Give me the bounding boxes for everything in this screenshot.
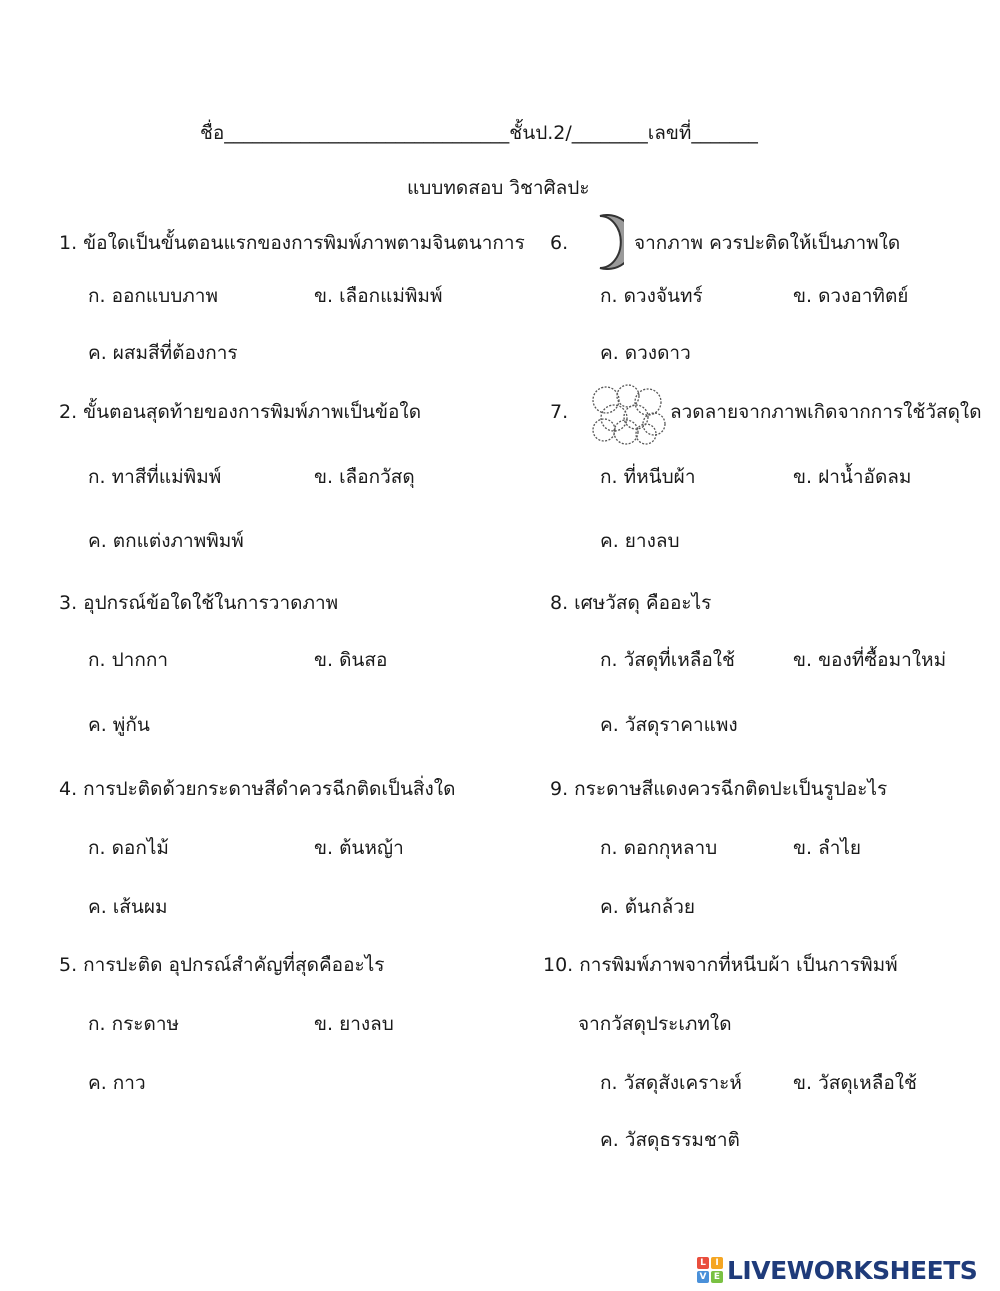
question-4: 4. การปะติดด้วยกระดาษสีดำควรฉีกติดเป็นสิ่งใด	[59, 778, 456, 800]
q10-option-a: ก. วัสดุสังเคราะห์	[600, 1072, 742, 1094]
question-8: 8. เศษวัสดุ คืออะไร	[550, 592, 712, 614]
q6-option-c: ค. ดวงดาว	[600, 342, 691, 364]
question-7: ลวดลายจากภาพเกิดจากการใช้วัสดุใด	[670, 401, 982, 423]
logo-blocks-icon	[697, 1257, 723, 1283]
q8-option-c: ค. วัสดุราคาแพง	[600, 714, 738, 736]
q8-option-b: ข. ของที่ซื้อมาใหม่	[793, 649, 947, 671]
q1-option-c: ค. ผสมสีที่ต้องการ	[88, 342, 238, 364]
logo-block-i: I	[711, 1257, 723, 1269]
q4-option-a: ก. ดอกไม้	[88, 837, 169, 859]
q7-option-c: ค. ยางลบ	[600, 530, 680, 552]
q1-option-a: ก. ออกแบบภาพ	[88, 285, 218, 307]
question-5: 5. การปะติด อุปกรณ์สำคัญที่สุดคืออะไร	[59, 954, 385, 976]
q2-option-a: ก. ทาสีที่แม่พิมพ์	[88, 466, 222, 488]
question-7-number: 7.	[550, 401, 569, 423]
q9-option-b: ข. ลำไย	[793, 837, 862, 859]
logo-block-l: L	[697, 1257, 709, 1269]
bottle-cap-circles-pattern	[588, 384, 668, 446]
question-10-continuation: จากวัสดุประเภทใด	[578, 1013, 732, 1035]
question-2: 2. ขั้นตอนสุดท้ายของการพิมพ์ภาพเป็นข้อใด	[59, 401, 422, 423]
q2-option-b: ข. เลือกวัสดุ	[314, 466, 415, 488]
q3-option-b: ข. ดินสอ	[314, 649, 388, 671]
question-10: 10. การพิมพ์ภาพจากที่หนีบผ้า เป็นการพิมพ์	[543, 954, 898, 976]
q6-option-b: ข. ดวงอาทิตย์	[793, 285, 909, 307]
question-9: 9. กระดาษสีแดงควรฉีกติดปะเป็นรูปอะไร	[550, 778, 888, 800]
q7-option-b: ข. ฝาน้ำอัดลม	[793, 466, 912, 488]
q10-option-c: ค. วัสดุธรรมชาติ	[600, 1129, 740, 1151]
test-title: แบบทดสอบ วิชาศิลปะ	[407, 177, 590, 199]
question-6: จากภาพ ควรปะติดให้เป็นภาพใด	[634, 232, 901, 254]
q3-option-c: ค. พู่กัน	[88, 714, 150, 736]
logo-block-e: E	[711, 1271, 723, 1283]
q9-option-c: ค. ต้นกล้วย	[600, 896, 696, 918]
question-3: 3. อุปกรณ์ข้อใดใช้ในการวาดภาพ	[59, 592, 339, 614]
q2-option-c: ค. ตกแต่งภาพพิมพ์	[88, 530, 244, 552]
q4-option-c: ค. เส้นผม	[88, 896, 168, 918]
crescent-moon-icon	[574, 214, 624, 270]
q5-option-a: ก. กระดาษ	[88, 1013, 180, 1035]
q5-option-b: ข. ยางลบ	[314, 1013, 394, 1035]
logo-text: LIVEWORKSHEETS	[727, 1255, 978, 1285]
liveworksheets-logo	[697, 1256, 977, 1284]
name-class-number-line: ชื่อ______________________________ชั้นป.2/________เลขที่_______	[200, 122, 758, 144]
q7-option-a: ก. ที่หนีบผ้า	[600, 466, 696, 488]
q9-option-a: ก. ดอกกุหลาบ	[600, 837, 718, 859]
q4-option-b: ข. ต้นหญ้า	[314, 837, 404, 859]
q3-option-a: ก. ปากกา	[88, 649, 168, 671]
logo-block-v: V	[697, 1271, 709, 1283]
question-1: 1. ข้อใดเป็นขั้นตอนแรกของการพิมพ์ภาพตามจินตนาการ	[59, 232, 525, 254]
q8-option-a: ก. วัสดุที่เหลือใช้	[600, 649, 735, 671]
q6-option-a: ก. ดวงจันทร์	[600, 285, 703, 307]
q1-option-b: ข. เลือกแม่พิมพ์	[314, 285, 443, 307]
q5-option-c: ค. กาว	[88, 1072, 146, 1094]
q10-option-b: ข. วัสดุเหลือใช้	[793, 1072, 917, 1094]
question-6-number: 6.	[550, 232, 569, 254]
